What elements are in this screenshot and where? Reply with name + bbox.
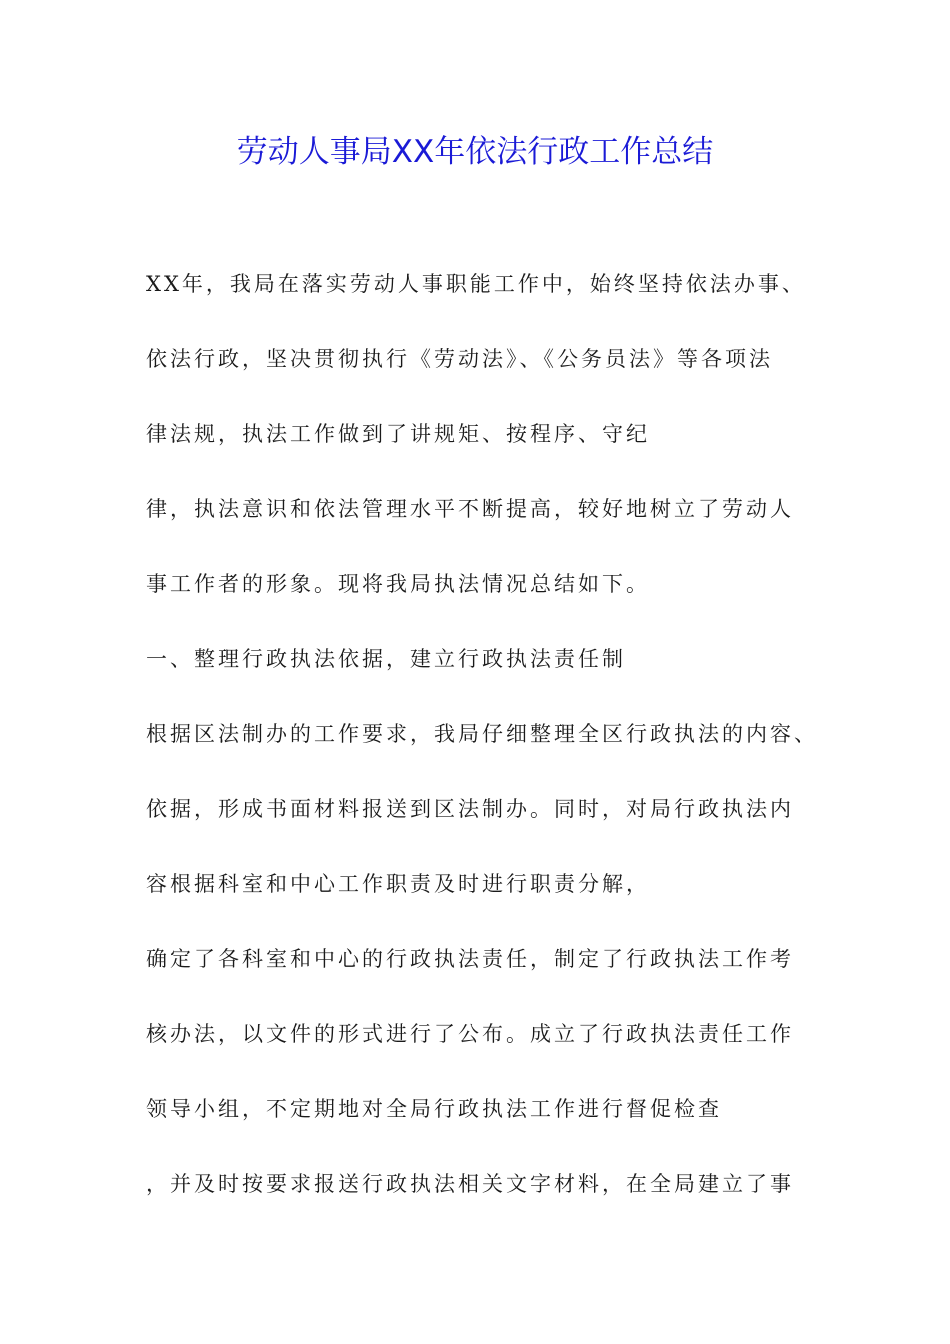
body-line-11: 领导小组，不定期地对全局行政执法工作进行督促检查 <box>146 1097 722 1121</box>
body-line-5: 事工作者的形象。现将我局执法情况总结如下。 <box>146 572 650 596</box>
body-line-12: ，并及时按要求报送行政执法相关文字材料，在全局建立了事 <box>146 1172 794 1196</box>
body-line-9: 确定了各科室和中心的行政执法责任，制定了行政执法工作考 <box>146 947 794 971</box>
body-line-8: 容根据科室和中心工作职责及时进行职责分解， <box>146 872 650 896</box>
body-line-1: XX年，我局在落实劳动人事职能工作中，始终坚持依法办事、 <box>146 272 806 296</box>
section-heading-1: 一、整理行政执法依据，建立行政执法责任制 <box>146 647 626 671</box>
body-line-6: 根据区法制办的工作要求，我局仔细整理全区行政执法的内容、 <box>146 722 818 746</box>
body-line-7: 依据，形成书面材料报送到区法制办。同时，对局行政执法内 <box>146 797 794 821</box>
body-line-3: 律法规，执法工作做到了讲规矩、按程序、守纪 <box>146 422 650 446</box>
document-title: 劳动人事局XX年依法行政工作总结 <box>236 134 714 170</box>
document-body <box>146 264 846 1237</box>
body-line-10: 核办法，以文件的形式进行了公布。成立了行政执法责任工作 <box>146 1022 794 1046</box>
body-line-4: 律，执法意识和依法管理水平不断提高，较好地树立了劳动人 <box>146 497 794 521</box>
body-line-2: 依法行政，坚决贯彻执行《劳动法》、《公务员法》等各项法 <box>146 347 773 371</box>
